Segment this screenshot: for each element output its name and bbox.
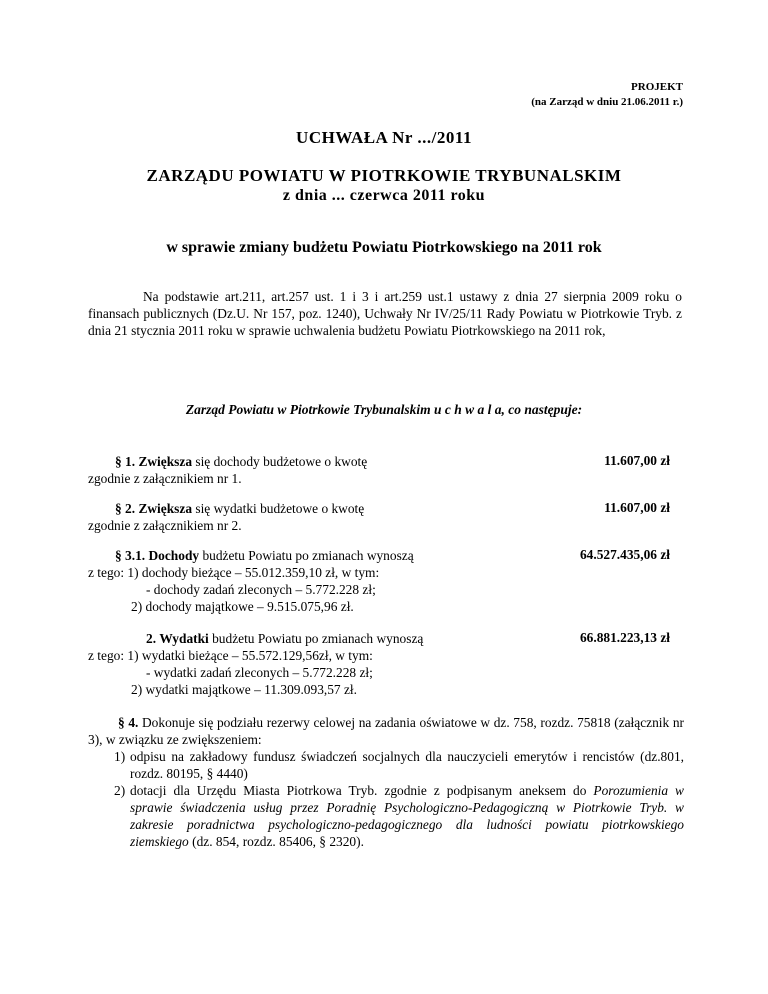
paragraph-4-item-2-text-a: dotacji dla Urzędu Miasta Piotrkowa Tryb. zgodnie z podpisanym aneksem do — [130, 783, 594, 798]
paragraph-3-1-text: budżetu Powiatu po zmianach wynoszą — [199, 548, 414, 563]
paragraph-3-1-item-2: 2) dochody majątkowe – 9.515.075,96 zł. — [131, 599, 354, 614]
paragraph-3-1-item-1: z tego: 1) dochody bieżące – 55.012.359,10 zł, w tym: — [88, 565, 380, 580]
paragraph-4-item-2-text-b: (dz. 854, rozdz. 85406, § 2320). — [188, 834, 364, 849]
project-date-note: (na Zarząd w dniu 21.06.2011 r.) — [531, 96, 683, 108]
paragraph-2-line — [115, 500, 364, 517]
paragraph-3-2-marker: 2. — [146, 631, 157, 646]
paragraph-4-intro — [88, 714, 684, 748]
paragraph-1-amount: 11.607,00 zł — [604, 453, 670, 468]
paragraph-4-item-2-agreement-title: Porozumienia w sprawie świadczenia usług przez Poradnię Psychologiczno-Pedagogiczną w Piotrkowie Tryb. w zakresie poradnictwa psychologiczno-pedagogicznego dla ludności powiatu piotrkowskiego ziemskiego — [130, 783, 684, 849]
paragraph-4-marker: § 4. — [118, 715, 139, 730]
paragraph-4-text: Dokonuje się podziału rezerwy celowej na zadania oświatowe w dz. 758, rozdz. 75818 (załącznik nr 3), w związku ze zwiększeniem: — [88, 715, 684, 747]
paragraph-4 — [88, 714, 684, 850]
paragraph-3-2-item-1: z tego: 1) wydatki bieżące – 55.572.129,56zł, w tym: — [88, 648, 373, 663]
paragraph-4-item-2 — [88, 782, 684, 850]
paragraph-3-1-amount: 64.527.435,06 zł — [579, 547, 670, 562]
paragraph-1-line — [115, 453, 367, 470]
paragraph-1-keyword: Zwiększa — [138, 454, 193, 469]
project-header — [531, 80, 683, 110]
resolution-date: z dnia ... czerwca 2011 roku — [282, 187, 486, 204]
project-label: PROJEKT — [631, 81, 683, 93]
paragraph-3-2-text: budżetu Powiatu po zmianach wynoszą — [208, 631, 424, 646]
paragraph-1-text: się dochody budżetowe o kwotę — [192, 454, 368, 469]
paragraph-4-item-1-number: 1) — [114, 749, 126, 764]
paragraph-2-amount: 11.607,00 zł — [604, 500, 670, 515]
paragraph-3-1-marker: § 3.1. — [115, 548, 146, 563]
preamble — [88, 288, 682, 339]
paragraph-3-1-keyword: Dochody — [148, 548, 200, 563]
paragraph-3-2-item-2: 2) wydatki majątkowe – 11.309.093,57 zł. — [131, 682, 357, 697]
paragraph-3-2-amount: 66.881.223,13 zł — [579, 630, 670, 645]
paragraph-1-attachment: zgodnie z załącznikiem nr 1. — [88, 471, 242, 486]
issuing-body: ZARZĄDU POWIATU W PIOTRKOWIE TRYBUNALSKIM — [146, 166, 622, 185]
paragraph-4-item-1 — [88, 748, 684, 782]
paragraph-3-2-item-1-sub: - wydatki zadań zleconych – 5.772.228 zł; — [146, 665, 373, 680]
resolution-number: UCHWAŁA Nr .../2011 — [296, 128, 472, 147]
paragraph-1-marker: § 1. — [115, 454, 136, 469]
resolution-subject: w sprawie zmiany budżetu Powiatu Piotrkowskiego na 2011 rok — [166, 239, 602, 256]
preamble-text: Na podstawie art.211, art.257 ust. 1 i 3 i art.259 ust.1 ustawy z dnia 27 sierpnia 2009 roku o finansach publicznych (Dz.U. Nr 157, poz. 1240), Uchwały Nr IV/25/11 Rady Powiatu w Piotrkowie Tryb. z dnia 21 stycznia 2011 roku w sprawie uchwalenia budżetu Powiatu Piotrkowskiego na 2011 rok, — [88, 289, 682, 338]
paragraph-3-1-line — [115, 547, 414, 564]
enacting-clause: Zarząd Powiatu w Piotrkowie Trybunalskim u c h w a l a, co następuje: — [185, 402, 583, 417]
paragraph-4-item-2-number: 2) — [114, 783, 126, 798]
paragraph-3-2-keyword: Wydatki — [159, 631, 209, 646]
paragraph-3-2-line — [146, 630, 423, 647]
paragraph-3-1-item-1-sub: - dochody zadań zleconych – 5.772.228 zł; — [146, 582, 376, 597]
paragraph-2-marker: § 2. — [115, 501, 136, 516]
paragraph-4-item-1-text: odpisu na zakładowy fundusz świadczeń socjalnych dla nauczycieli emerytów i rencistów (dz.801, rozdz. 80195, § 4440) — [130, 749, 684, 781]
paragraph-2-text: się wydatki budżetowe o kwotę — [192, 501, 365, 516]
paragraph-2-attachment: zgodnie z załącznikiem nr 2. — [88, 518, 242, 533]
paragraph-2-keyword: Zwiększa — [138, 501, 193, 516]
